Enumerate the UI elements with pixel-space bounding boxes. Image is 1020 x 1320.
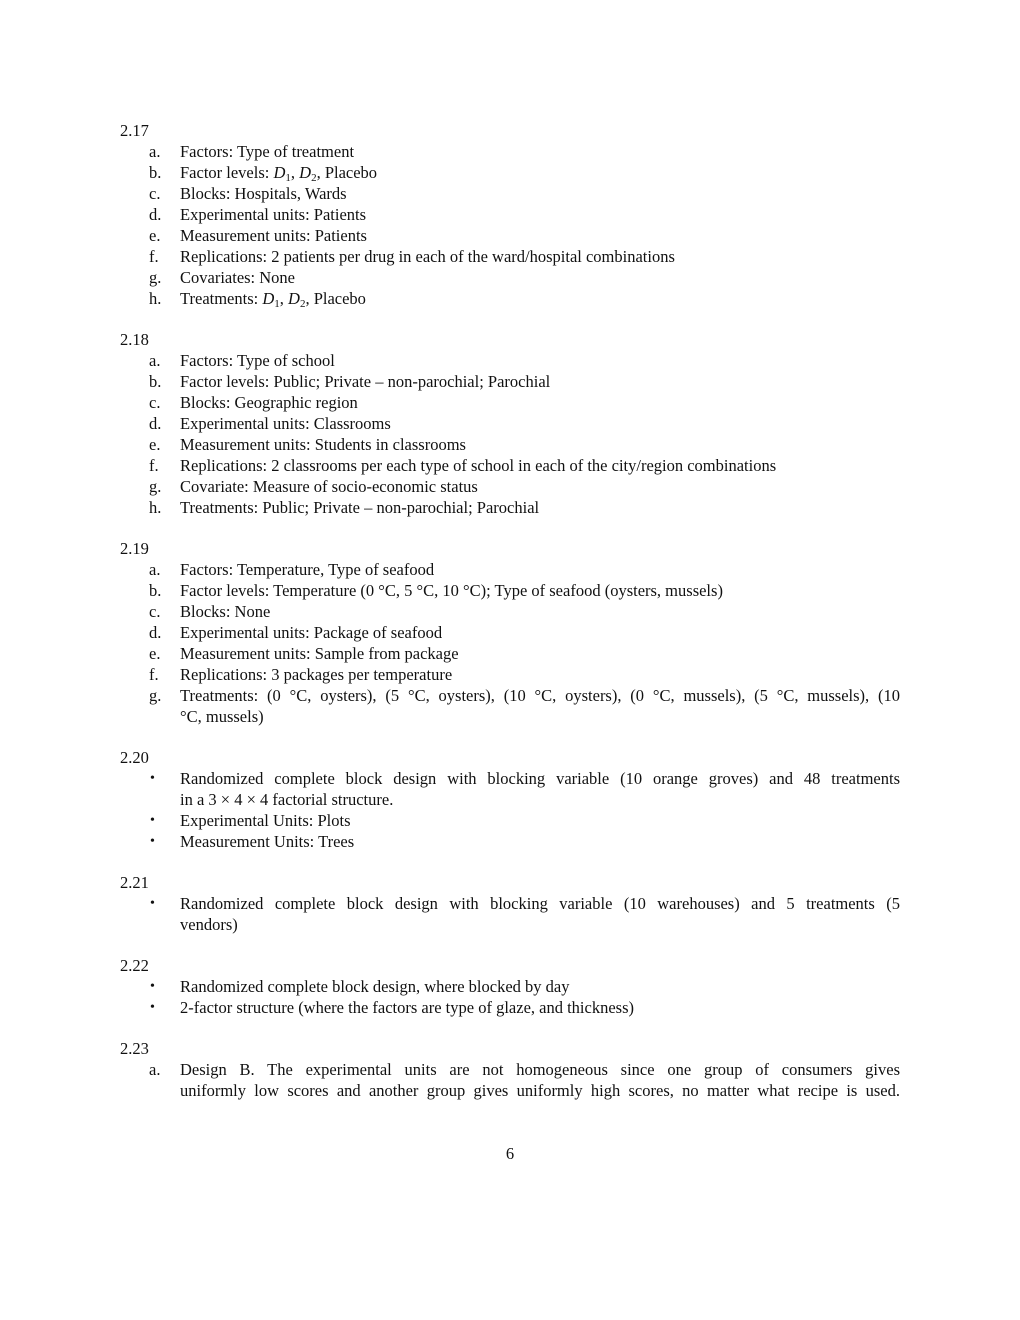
item-text-line-2: °C, mussels): [180, 707, 264, 726]
bullet-icon: •: [150, 834, 155, 849]
list-item: [120, 392, 900, 413]
item-marker: b.: [149, 372, 162, 391]
treatment-d1: D: [262, 289, 275, 308]
item-text: Replications: 2 patients per drug in each of the ward/hospital combinations: [180, 247, 675, 266]
treatment-d1: D: [273, 163, 286, 182]
treatment-d2-subscript: 2: [311, 172, 317, 184]
item-marker: b.: [149, 163, 162, 182]
item-text: Experimental Units: Plots: [180, 811, 351, 830]
section-number: 2.22: [120, 956, 149, 975]
item-marker: b.: [149, 581, 162, 600]
item-text: Blocks: None: [180, 602, 271, 621]
item-separator: ,: [279, 289, 289, 308]
item-text-line-1: Randomized complete block design with blocking variable (10 warehouses) and 5 treatments (5: [180, 894, 900, 913]
list-item: [120, 476, 900, 497]
list-item: [120, 497, 900, 518]
item-marker: e.: [149, 435, 161, 454]
item-text: Factors: Type of school: [180, 351, 335, 370]
item-marker: h.: [149, 498, 162, 517]
list-item: [120, 413, 900, 434]
list-item: [120, 643, 900, 664]
section-2-23: [120, 1038, 900, 1101]
item-marker: c.: [149, 184, 161, 203]
bullet-icon: •: [150, 771, 155, 786]
list-item: [120, 622, 900, 643]
treatment-d1-subscript: 1: [285, 172, 291, 184]
list-item: [120, 893, 900, 935]
item-marker: g.: [149, 477, 162, 496]
list-item: [120, 810, 900, 831]
list-item: [120, 976, 900, 997]
list-item: [120, 225, 900, 246]
bullet-icon: •: [150, 813, 155, 828]
list-item: [120, 455, 900, 476]
list-item: [120, 664, 900, 685]
item-text: Covariates: None: [180, 268, 296, 287]
list-item: [120, 580, 900, 601]
list-item: [120, 831, 900, 852]
item-text: Experimental units: Package of seafood: [180, 623, 443, 642]
section-number: 2.17: [120, 121, 149, 140]
item-marker: a.: [149, 1060, 161, 1079]
list-item: [120, 768, 900, 810]
list-item: [120, 559, 900, 580]
item-separator: ,: [290, 163, 300, 182]
list-item: [120, 204, 900, 225]
page-number: 6: [505, 1144, 515, 1163]
page-content: [120, 120, 900, 1121]
list-item: [120, 162, 900, 183]
item-text-prefix: Factor levels:: [180, 163, 274, 182]
list-item: [120, 371, 900, 392]
list-item: [120, 141, 900, 162]
treatment-d2: D: [288, 289, 300, 308]
item-text: Replications: 2 classrooms per each type of school in each of the city/region combinations: [180, 456, 777, 475]
item-marker: f.: [149, 456, 159, 475]
item-marker: a.: [149, 351, 161, 370]
item-text-line-2: in a 3 × 4 × 4 factorial structure.: [180, 790, 394, 809]
list-item: [120, 601, 900, 622]
list-item: [120, 685, 900, 727]
item-text: Covariate: Measure of socio-economic status: [180, 477, 478, 496]
section-number: 2.18: [120, 330, 149, 349]
item-text: Factor levels: Public; Private – non-parochial; Parochial: [180, 372, 551, 391]
list-item: [120, 997, 900, 1018]
item-text-suffix: , Placebo: [305, 289, 366, 308]
section-2-17: [120, 120, 900, 309]
section-number: 2.19: [120, 539, 149, 558]
item-text: Blocks: Hospitals, Wards: [180, 184, 347, 203]
section-2-18: [120, 329, 900, 518]
list-item: [120, 1059, 900, 1101]
list-item: [120, 288, 900, 309]
list-item: [120, 350, 900, 371]
item-marker: g.: [149, 268, 162, 287]
item-text: Experimental units: Patients: [180, 205, 367, 224]
item-marker: c.: [149, 393, 161, 412]
item-text-line-1: Treatments: (0 °C, oysters), (5 °C, oysters), (10 °C, oysters), (0 °C, mussels), (5 °C, mussels), (10: [180, 686, 900, 705]
item-text-line-1: Randomized complete block design with blocking variable (10 orange groves) and 48 treatments: [180, 769, 900, 788]
treatment-d1-subscript: 1: [274, 298, 280, 310]
item-text: Treatments: Public; Private – non-parochial; Parochial: [180, 498, 540, 517]
list-item: [120, 183, 900, 204]
item-marker: g.: [149, 686, 162, 705]
item-marker: d.: [149, 623, 162, 642]
item-marker: d.: [149, 205, 162, 224]
section-2-19: [120, 538, 900, 727]
item-text: Replications: 3 packages per temperature: [180, 665, 453, 684]
treatment-d2-subscript: 2: [299, 298, 306, 310]
item-text: Measurement units: Students in classrooms: [180, 435, 466, 454]
item-marker: h.: [149, 289, 162, 308]
item-marker: c.: [149, 602, 161, 621]
item-text: Factor levels: Temperature (0 °C, 5 °C, 10 °C); Type of seafood (oysters, mussels): [180, 581, 723, 600]
section-2-21: [120, 872, 900, 935]
bullet-icon: •: [150, 896, 155, 911]
item-text-prefix: Treatments:: [180, 289, 263, 308]
item-marker: e.: [149, 226, 161, 245]
item-text-line-2: vendors): [180, 915, 238, 934]
item-text: Blocks: Geographic region: [180, 393, 358, 412]
section-number: 2.23: [120, 1039, 149, 1058]
item-marker: f.: [149, 247, 159, 266]
item-text: 2-factor structure (where the factors are type of glaze, and thickness): [180, 998, 634, 1017]
item-text-line-1: Design B. The experimental units are not homogeneous since one group of consumers gives: [180, 1060, 900, 1079]
item-text: Factors: Type of treatment: [180, 142, 355, 161]
treatment-d2: D: [299, 163, 312, 182]
item-text: Measurement units: Sample from package: [180, 644, 459, 663]
item-marker: a.: [149, 142, 161, 161]
section-2-22: [120, 955, 900, 1018]
item-text-suffix: , Placebo: [316, 163, 378, 182]
list-item: [120, 246, 900, 267]
item-text: Experimental units: Classrooms: [180, 414, 391, 433]
item-text: Randomized complete block design, where blocked by day: [180, 977, 570, 996]
item-text-line-2: uniformly low scores and another group gives uniformly high scores, no matter what recipe is used.: [180, 1081, 900, 1100]
item-text: Measurement units: Patients: [180, 226, 367, 245]
bullet-icon: •: [150, 979, 155, 994]
section-number: 2.20: [120, 748, 149, 767]
list-item: [120, 267, 900, 288]
item-marker: e.: [149, 644, 161, 663]
item-text: Factors: Temperature, Type of seafood: [180, 560, 435, 579]
list-item: [120, 434, 900, 455]
item-marker: a.: [149, 560, 161, 579]
item-marker: d.: [149, 414, 162, 433]
item-text: Measurement Units: Trees: [180, 832, 355, 851]
bullet-icon: •: [150, 1000, 155, 1015]
item-marker: f.: [149, 665, 159, 684]
section-2-20: [120, 747, 900, 852]
section-number: 2.21: [120, 873, 149, 892]
